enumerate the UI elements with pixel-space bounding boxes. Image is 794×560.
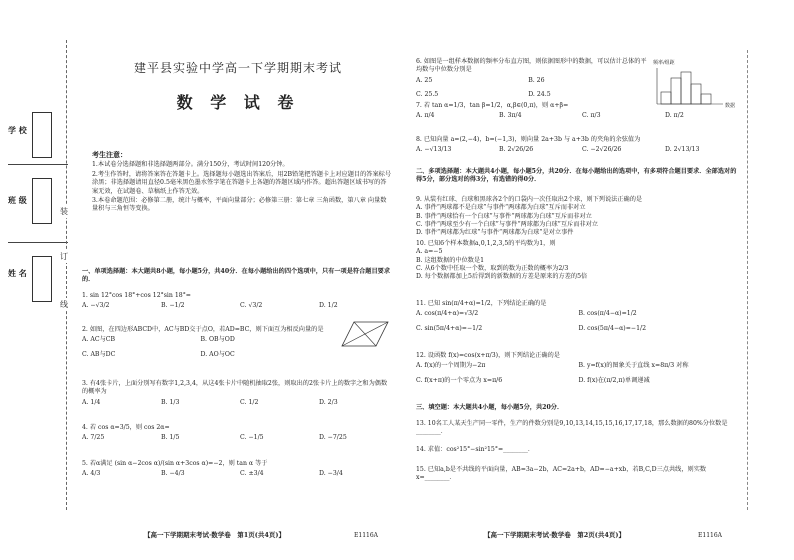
section-heading: 一、单项选择题：本大题共8小题，每小题5分，共40分．在每小题给出的四个选项中，只有一项是符合题目要求的．	[82, 268, 391, 284]
instructions	[92, 150, 392, 215]
exam-code: E1116A	[354, 531, 378, 539]
subject-title: 数 学 试 卷	[176, 93, 300, 112]
parallelogram-figure	[340, 318, 390, 350]
option: C. AB与DC	[82, 350, 116, 358]
option: D. 2√13/13	[665, 146, 700, 154]
right-margin-line	[747, 50, 748, 510]
option: D. 24.5	[528, 91, 551, 99]
option: A. cos(π/4+α)=√3/2	[416, 310, 479, 318]
question-text: 5. 若α满足 (sin α−2cos α)/(sin α+3cos α)=−2，则 tan α 等于	[82, 460, 268, 467]
page-1-column	[78, 0, 394, 560]
option: A. a=−5	[416, 248, 443, 256]
question-9	[416, 196, 742, 238]
question-4	[82, 424, 392, 443]
histogram-xlabel: 数据	[724, 103, 735, 110]
option: C. ±3/4	[240, 470, 264, 478]
question-text: 7. 若 tan α=1/3，tan β=1/2，α,β∈(0,π)，则 α+β=	[416, 102, 569, 109]
exam-code: E1116A	[698, 531, 722, 539]
section-heading: 三、填空题：本大题共4小题，每小题5分，共20分．	[416, 404, 564, 411]
option: C. −2√26/26	[582, 146, 622, 154]
school-box	[32, 112, 52, 158]
option: A. 7/25	[82, 434, 105, 442]
question-text: 4. 若 cos α=3/5，则 cos 2α=	[82, 424, 170, 431]
option: B. 1/3	[161, 398, 180, 406]
exam-title: 建平县实验中学高一下学期期末考试	[133, 61, 342, 75]
seal-char: 线	[60, 300, 68, 309]
option: A. −√3/2	[82, 302, 110, 310]
option: B. 事件“两球恰有一个白球”与事件“两球都为白球”互斥而非对立	[416, 212, 592, 220]
question-text: 2. 如图，在四边形ABCD中，AC与BD交于点O，若AD=BC，则下面互为相反向量的是	[82, 326, 324, 333]
option: C. −1/5	[240, 434, 264, 442]
school-label: 学 校	[8, 125, 27, 135]
question-8	[416, 136, 742, 155]
name-label: 姓 名	[8, 268, 27, 278]
option: B. 这组数据的中位数是1	[416, 256, 485, 264]
instructions-heading: 考生注意：	[92, 150, 127, 159]
question-text: 6. 如图是一组样本数据的频率分布直方图，则依据图形中的数据，可以估计总体的平均数与中位数分别是	[416, 58, 647, 74]
option: C. √3/2	[240, 302, 263, 310]
question-1	[82, 292, 392, 311]
seal-char: 装	[60, 207, 68, 216]
question-2	[82, 326, 332, 359]
option: D. cos(5π/4−α)=−1/2	[578, 324, 647, 332]
option: D. f(x)在(π/2,π)单调递减	[578, 376, 650, 384]
question-15: 15. 已知a,b是不共线的平面向量，AB=3a−2b，AC=2a+b，AD=−a+xb，若B,C,D三点共线，则实数 x=________．	[416, 466, 707, 482]
question-7	[416, 102, 742, 121]
question-text: 12. 设函数 f(x)=cos(x+π/3)，则下列结论正确的是	[416, 352, 560, 359]
option: C. 1/2	[240, 398, 259, 406]
option: A. −√13/13	[416, 146, 452, 154]
option: C. 事件“两球至少有一个白球”与事件“两球都为白球”互斥而非对立	[416, 221, 598, 229]
option: C. π/3	[582, 112, 601, 120]
question-13: 13. 10名工人某天生产同一零件，生产的件数分别是9,10,13,14,15,15,16,17,17,18，那么数据的80%分位数是________．	[416, 420, 728, 436]
option: D. −7/25	[319, 434, 347, 442]
class-box	[32, 178, 52, 224]
option: D. AO与OC	[200, 350, 235, 358]
page-2-column	[408, 0, 744, 560]
question-10	[416, 240, 742, 282]
page-footer: 【高一下学期期末考试·数学卷 第2页(共4页)】	[484, 531, 625, 540]
option: C. sin(5π/4+α)=−1/2	[416, 324, 483, 332]
question-text: 9. 从装有红球、白球和黑球各2个的口袋内一次任取出2个球，则下列说法正确的是	[416, 196, 643, 203]
question-12	[416, 352, 742, 385]
question-14: 14. 求值：cos²15°−sin²15°=________．	[416, 446, 535, 453]
question-text: 8. 已知向量 a=(2,−4)，b=(−1,3)，则向量 2a+3b 与 a+3b 的夹角的余弦值为	[416, 136, 641, 143]
option: A. 事件“两球都不是白球”与事件“两球都为白球”互斥而非对立	[416, 204, 586, 212]
binding-line	[66, 40, 67, 510]
name-box	[32, 256, 52, 302]
section-heading: 二、多项选择题：本大题共4小题，每小题5分，共20分．在每小题给出的选项中，有多项符合题目要求．全部选对的得5分，部分选对的得3分，有选错的得0分．	[416, 168, 737, 184]
binding-strip	[0, 0, 78, 560]
page-footer: 【高一下学期期末考试·数学卷 第1页(共4页)】	[144, 531, 285, 540]
option: A. 25	[416, 76, 433, 84]
option: C. f(x+π)的一个零点为 x=π/6	[416, 376, 503, 384]
question-5	[82, 460, 392, 479]
option: A. 4/3	[82, 470, 101, 478]
option: D. −3/4	[319, 470, 343, 478]
question-text: 10. 已知6个样本数据a,0,1,2,3,5的平均数为1，则	[416, 240, 556, 247]
divider	[8, 242, 68, 243]
histogram-ylabel: 频率/组距	[653, 60, 675, 66]
option: C. 从6个数中任取一个数，取到的数为正数的概率为2/3	[416, 265, 569, 273]
option: A. π/4	[416, 112, 435, 120]
divider	[8, 164, 68, 165]
instruction-item: 1.本试卷分选择题和非选择题两部分。满分150分，考试时间120分钟。	[92, 161, 289, 169]
option: D. 1/2	[319, 302, 338, 310]
option: D. 每个数据都加上5后得到的新数据的方差是原来的方差的5倍	[416, 273, 588, 281]
question-text: 11. 已知 sin(π/4+α)=1/2，下列结论正确的是	[416, 300, 547, 307]
option: A. f(x)的一个周期为−2π	[416, 362, 486, 370]
instruction-item: 3.本卷命题范围：必修第二册，统计与概率，平面向量部分；必修第三册：第七章 三角函数，第八章 向量数量积与三角恒等变换。	[92, 196, 387, 213]
question-11	[416, 300, 742, 333]
option: B. y=f(x)的图象关于直线 x=8π/3 对称	[578, 362, 689, 370]
option: C. 25.5	[416, 91, 439, 99]
class-label: 班 级	[8, 195, 27, 205]
option: B. 3π/4	[499, 112, 522, 120]
question-3	[82, 380, 392, 407]
question-6	[416, 58, 652, 99]
question-text: 1. sin 12°cos 18°+cos 12°sin 18°=	[82, 292, 191, 299]
option: D. 2/3	[319, 398, 338, 406]
instruction-item: 2.考生作答时，请将答案答在答题卡上。选择题每小题选出答案后，用2B铅笔把答题卡上对应题目的答案标号涂黑；非选择题请用直径0.5毫米黑色墨水签字笔在答题卡上各题的答题区域内作答。超出答题区域书写的答案无效，在试题卷、草稿纸上作答无效。	[92, 170, 392, 195]
seal-char: 订	[60, 252, 68, 261]
option: B. 1/5	[161, 434, 180, 442]
option: B. cos(π/4−α)=1/2	[578, 310, 637, 318]
option: B. OB与OD	[200, 336, 235, 344]
option: B. 26	[528, 76, 545, 84]
option: B. −1/2	[161, 302, 185, 310]
question-text: 3. 有4张卡片，上面分别写有数字1,2,3,4，从这4张卡片中随机抽取2张，则取出的2张卡片上的数字之和为偶数的概率为	[82, 380, 388, 396]
option: D. 事件“两球都为红球”与事件“两球都为白球”是对立事件	[416, 229, 574, 237]
option: B. 2√26/26	[499, 146, 534, 154]
option: D. π/2	[665, 112, 684, 120]
option: A. AC与CB	[82, 336, 116, 344]
option: A. 1/4	[82, 398, 101, 406]
option: B. −4/3	[161, 470, 185, 478]
